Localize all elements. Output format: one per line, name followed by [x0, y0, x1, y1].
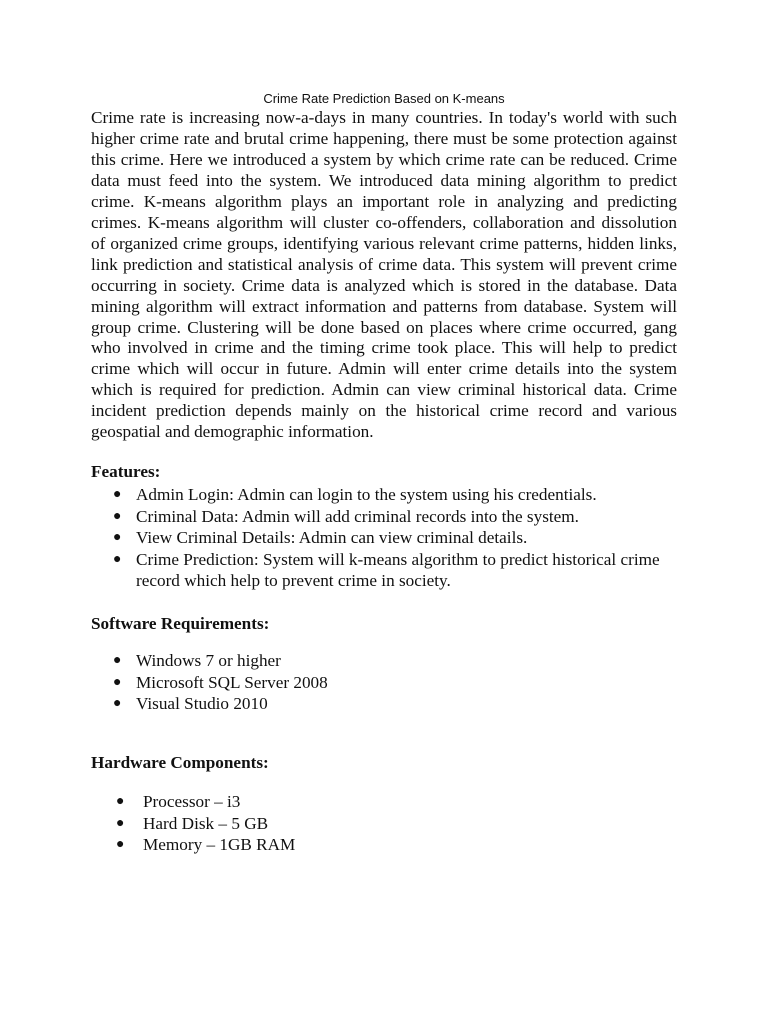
- list-item: [91, 650, 681, 672]
- bullet-icon: ●: [113, 674, 122, 690]
- hardware-components-heading: Hardware Components:: [91, 753, 269, 772]
- bullet-icon: ●: [113, 653, 122, 668]
- bullet-icon: ●: [113, 696, 122, 711]
- bullet-icon: ●: [113, 508, 122, 524]
- feature-criminal-data: Criminal Data: Admin will add criminal records into the system.: [136, 506, 579, 526]
- list-item: [91, 693, 681, 715]
- bullet-icon: ●: [113, 530, 122, 545]
- list-item: [91, 506, 681, 528]
- feature-admin-login: Admin Login: Admin can login to the system using his credentials.: [136, 485, 597, 504]
- features-heading: Features:: [91, 462, 161, 481]
- hardware-components-list: [91, 791, 681, 856]
- bullet-icon: ●: [116, 794, 125, 809]
- hardware-hard-disk: Hard Disk – 5 GB: [143, 813, 269, 833]
- list-item: [91, 791, 681, 813]
- list-item: [91, 549, 681, 592]
- software-database: Microsoft SQL Server 2008: [136, 672, 328, 692]
- bullet-icon: ●: [113, 487, 122, 502]
- bullet-icon: ●: [113, 551, 122, 567]
- hardware-processor: Processor – i3: [143, 792, 241, 811]
- intro-paragraph: Crime rate is increasing now-a-days in many countries. In today's world with such higher crime rate and brutal crime happening, there must be some protection against this crime. Here we introduced a system by which crime rate can be reduced. Crime data must feed into the system. We introduced data mining algorithm to predict crime. K-means algorithm plays an important role in analyzing and predicting crimes. K-means algorithm will cluster co-offenders, collaboration and dissolution of organized crime groups, identifying various relevant crime patterns, hidden links, link prediction and statistical analysis of crime data. This system will prevent crime occurring in society. Crime data is analyzed which is stored in the database. Data mining algorithm will extract information and patterns from database. System will group crime. Clustering will be done based on places where crime occurred, gang who involved in crime and the timing crime took place. This will help to predict crime which will occur in future. Admin will enter crime details into the system which is required for prediction. Admin can view criminal historical data. Crime incident prediction depends mainly on the historical crime record and various geospatial and demographic information.: [91, 108, 677, 442]
- list-item: [91, 484, 681, 506]
- list-item: [91, 672, 681, 694]
- software-ide: Visual Studio 2010: [136, 694, 268, 713]
- list-item: [91, 813, 681, 835]
- feature-crime-prediction: Crime Prediction: System will k-means algorithm to predict historical crime record which help to prevent crime in society.: [136, 549, 660, 590]
- document-title: Crime Rate Prediction Based on K-means: [263, 91, 505, 106]
- bullet-icon: ●: [116, 837, 125, 852]
- list-item: [91, 834, 681, 856]
- bullet-icon: ●: [116, 815, 125, 831]
- hardware-memory: Memory – 1GB RAM: [143, 835, 296, 854]
- software-requirements-list: [91, 650, 681, 715]
- features-list: [91, 484, 681, 592]
- software-os: Windows 7 or higher: [136, 651, 281, 670]
- feature-view-criminal-details: View Criminal Details: Admin can view criminal details.: [136, 528, 528, 547]
- software-requirements-heading: Software Requirements:: [91, 614, 270, 633]
- list-item: [91, 527, 681, 549]
